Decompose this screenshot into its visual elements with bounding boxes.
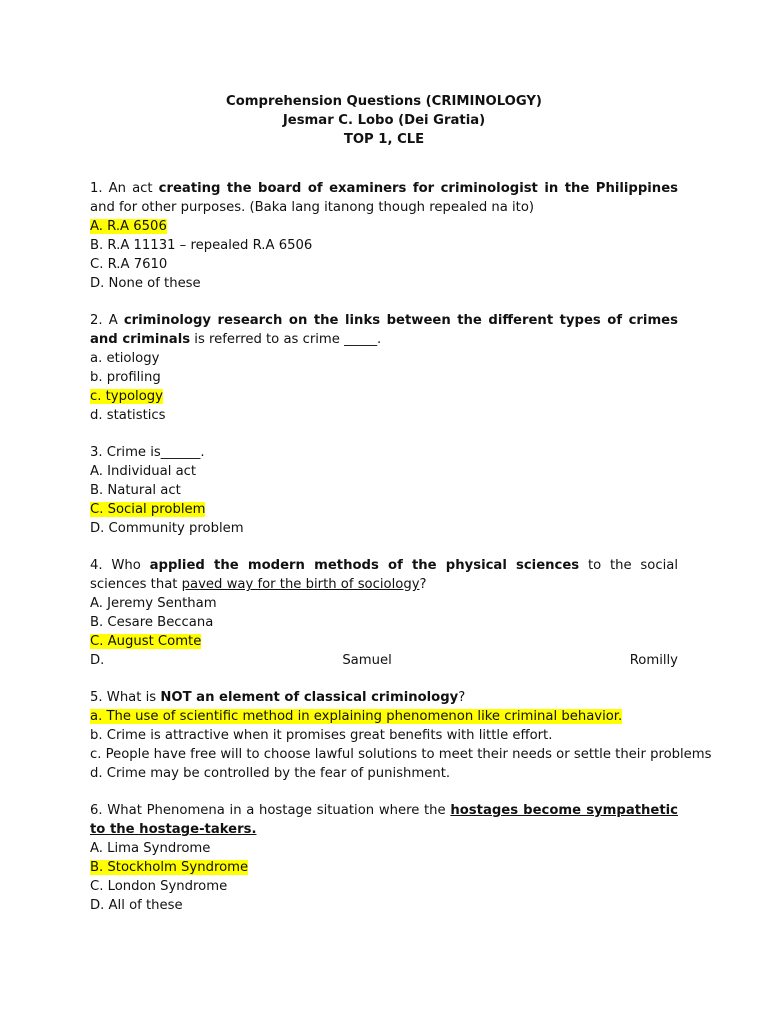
- q1-option-a: [90, 217, 678, 236]
- q1-key-phrase: creating the board of examiners for criminologist in the Philippines: [158, 181, 678, 196]
- q4-post: ?: [419, 577, 427, 592]
- q5-pre: 5. What is: [90, 690, 161, 705]
- q2-option-c: [90, 387, 678, 406]
- question-6-stem: [90, 801, 678, 839]
- q4-option-d: [90, 651, 678, 670]
- q6-option-c: C. London Syndrome: [90, 879, 228, 894]
- q4-option-d-letter: D.: [90, 653, 105, 668]
- question-3-stem: 3. Crime is______.: [90, 445, 205, 460]
- q6-key-phrase: hostages become sympathetic to the hostage-takers.: [90, 803, 678, 837]
- q4-underlined-phrase: paved way for the birth of sociology: [181, 577, 420, 592]
- q3-option-a: A. Individual act: [90, 464, 197, 479]
- q5-option-b: b. Crime is attractive when it promises great benefits with little effort.: [90, 728, 553, 743]
- q1-option-b: B. R.A 11131 – repealed R.A 6506: [90, 238, 313, 253]
- q4-option-d-first-name: Samuel: [342, 653, 392, 668]
- q2-option-b: b. profiling: [90, 370, 161, 385]
- q3-option-c: [90, 500, 678, 519]
- q1-option-d: D. None of these: [90, 276, 201, 291]
- q5-key-phrase: NOT an element of classical criminology: [160, 690, 459, 705]
- q1-option-c: C. R.A 7610: [90, 257, 168, 272]
- q5-option-a: [90, 707, 678, 726]
- q4-answer-highlight: C. August Comte: [90, 634, 202, 649]
- q1-post: and for other purposes. (Baka lang itanong though repealed na ito): [90, 200, 535, 215]
- question-1: [90, 179, 678, 293]
- question-5-stem: [90, 688, 678, 707]
- question-4: [90, 556, 678, 670]
- document-header: [90, 92, 678, 149]
- q4-pre: 4. Who: [90, 558, 150, 573]
- q2-post: is referred to as crime _____.: [190, 332, 382, 347]
- q6-pre: 6. What Phenomena in a hostage situation where the: [90, 803, 451, 818]
- q2-pre: 2. A: [90, 313, 124, 328]
- rank-line: TOP 1, CLE: [343, 132, 425, 147]
- q1-pre: 1. An act: [90, 181, 159, 196]
- document-title: Comprehension Questions (CRIMINOLOGY): [226, 94, 542, 109]
- q4-option-b: B. Cesare Beccana: [90, 615, 214, 630]
- q3-option-b: B. Natural act: [90, 483, 181, 498]
- q2-key-phrase: criminology research on the links between the different types of crimes and criminals: [90, 313, 678, 347]
- q6-option-b: [90, 858, 678, 877]
- q2-option-a: a. etiology: [90, 351, 160, 366]
- q4-key-phrase: applied the modern methods of the physical sciences: [149, 558, 580, 573]
- q4-mid: to the social sciences that: [90, 558, 678, 592]
- q5-answer-highlight: a. The use of scientific method in explaining phenomenon like criminal behavior.: [90, 709, 623, 724]
- q5-option-d: d. Crime may be controlled by the fear of punishment.: [90, 766, 451, 781]
- question-4-stem: [90, 556, 678, 594]
- q4-option-a: A. Jeremy Sentham: [90, 596, 217, 611]
- q4-option-c: [90, 632, 678, 651]
- q1-answer-highlight: A. R.A 6506: [90, 219, 167, 234]
- q6-answer-highlight: B. Stockholm Syndrome: [90, 860, 249, 875]
- q2-answer-highlight: c. typology: [90, 389, 163, 404]
- q2-option-d: d. statistics: [90, 408, 166, 423]
- q3-answer-highlight: C. Social problem: [90, 502, 206, 517]
- q6-option-d: D. All of these: [90, 898, 183, 913]
- q3-option-d: D. Community problem: [90, 521, 244, 536]
- question-2: [90, 311, 678, 425]
- author-line: Jesmar C. Lobo (Dei Gratia): [282, 113, 486, 128]
- question-3: [90, 443, 678, 538]
- document-page: [90, 92, 712, 933]
- q6-option-a: A. Lima Syndrome: [90, 841, 211, 856]
- question-2-stem: [90, 311, 678, 349]
- q5-post: ?: [458, 690, 466, 705]
- q5-option-c: c. People have free will to choose lawful solutions to meet their needs or settle their problems: [90, 747, 712, 762]
- question-1-stem: [90, 179, 678, 217]
- question-6: [90, 801, 678, 915]
- question-5: [90, 688, 712, 783]
- q4-option-d-last-name: Romilly: [629, 653, 678, 668]
